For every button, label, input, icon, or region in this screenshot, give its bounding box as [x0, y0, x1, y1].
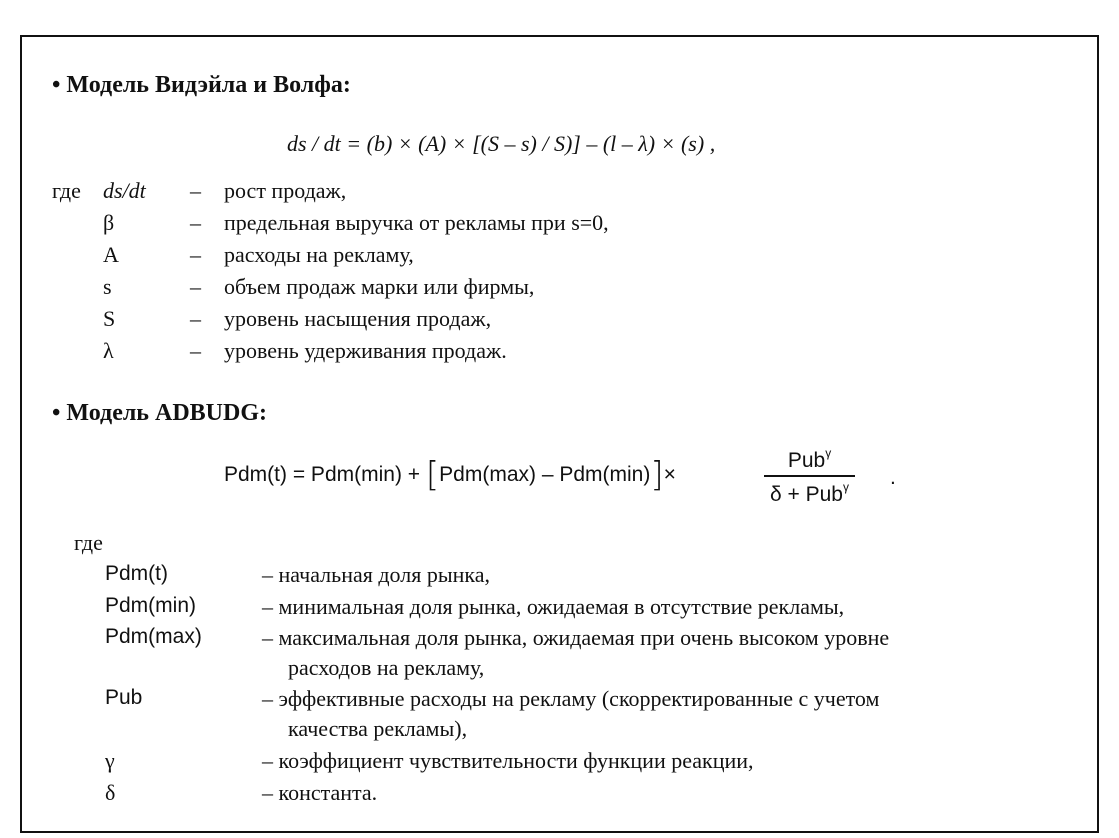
var-symbol: λ [103, 338, 114, 363]
var-symbol: ds/dt [103, 178, 146, 203]
var-symbol: S [103, 306, 116, 331]
var-symbol: β [103, 210, 115, 235]
var-dash: – [190, 306, 201, 331]
var-symbol: γ [105, 748, 115, 773]
var-symbol: Pdm(min) [105, 594, 197, 617]
formula-end-dot: . [890, 466, 896, 489]
var-symbol: Pub [105, 686, 143, 709]
var-description-continuation: качества рекламы), [288, 716, 468, 741]
var-description: рост продаж, [224, 178, 347, 203]
var-description: – максимальная доля рынка, ожидаемая при очень высоком уровне [262, 625, 890, 650]
var-symbol: δ [105, 780, 116, 805]
var-description: – эффективные расходы на рекламу (скорректированные с учетом [262, 686, 880, 711]
var-description: объем продаж марки или фирмы, [224, 274, 535, 299]
bracket-close: ] [650, 455, 664, 495]
var-description: предельная выручка от рекламы при s=0, [224, 210, 609, 235]
var-description: – константа. [262, 780, 378, 805]
formula-vidale-wolfe: ds / dt = (b) × (A) × [(S – s) / S)] – (l – λ) × (s) , [287, 131, 716, 156]
section-heading-vidale-wolfe: • Модель Видэйла и Волфа: [52, 72, 351, 98]
var-symbol: Pdm(max) [105, 625, 202, 648]
var-symbol: A [103, 242, 119, 267]
formula-left-part: Pdm(t) = Pdm(min) + [224, 463, 421, 486]
var-description: уровень насыщения продаж, [224, 306, 492, 331]
bracket-open: [ [425, 455, 440, 495]
fraction-numerator: Pub$^\gamma$ [787, 446, 832, 472]
formula-inner-part: Pdm(max) – Pdm(min) [439, 463, 651, 486]
var-description: уровень удерживания продаж. [224, 338, 507, 363]
fraction-denominator: δ + Pub$^\gamma$ [770, 479, 849, 506]
var-description-continuation: расходов на рекламу, [288, 655, 485, 680]
formula-adbudg [224, 455, 676, 495]
var-dash: – [190, 242, 201, 267]
where-label: где [52, 178, 81, 203]
var-dash: – [190, 274, 201, 299]
var-symbol: s [103, 274, 112, 299]
var-description: – начальная доля рынка, [262, 562, 491, 587]
var-description: – минимальная доля рынка, ожидаемая в отсутствие рекламы, [262, 594, 845, 619]
var-description: – коэффициент чувствительности функции реакции, [262, 748, 754, 773]
var-symbol: Pdm(t) [105, 562, 168, 585]
var-dash: – [190, 338, 201, 363]
where-label: где [74, 530, 103, 555]
var-dash: – [190, 178, 201, 203]
var-dash: – [190, 210, 201, 235]
section-heading-adbudg: • Модель ADBUDG: [52, 400, 267, 426]
var-description: расходы на рекламу, [224, 242, 414, 267]
times-sign: × [663, 463, 676, 486]
formula-fraction [764, 446, 855, 507]
